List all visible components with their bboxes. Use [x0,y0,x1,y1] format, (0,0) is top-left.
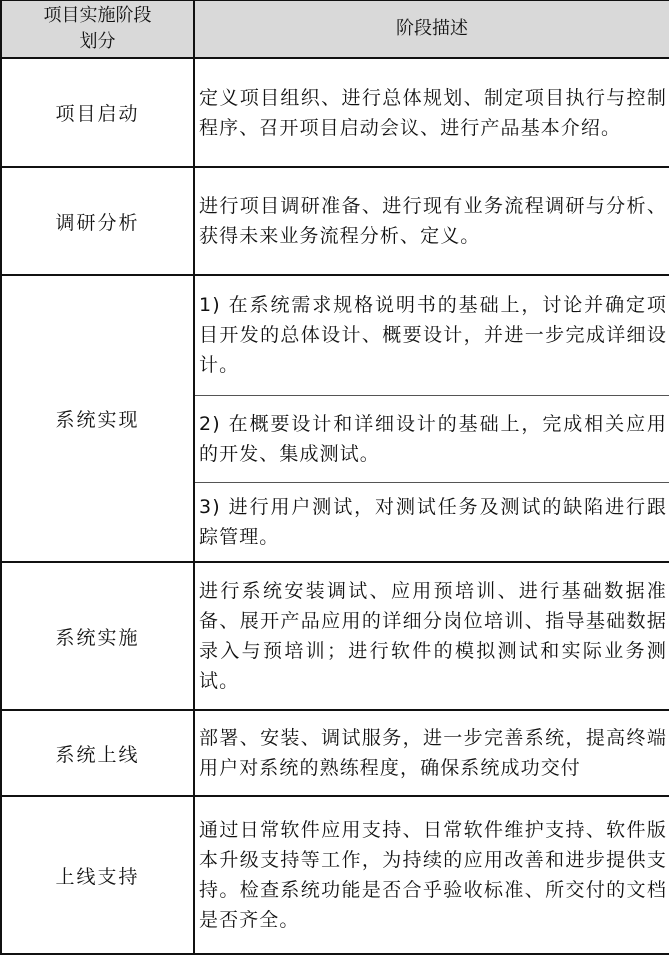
stage-description: 进行项目调研准备、进行现有业务流程调研与分析、获得未来业务流程分析、定义。 [194,167,669,275]
stage-name: 调研分析 [1,167,194,275]
stage-subitem: 2) 在概要设计和详细设计的基础上，完成相关应用的开发、集成测试。 [194,395,669,482]
stage-description: 通过日常软件应用支持、日常软件维护支持、软件版本升级支持等工作，为持续的应用改善和进步提供支持。检查系统功能是否合乎验收标准、所交付的文档是否齐全。 [194,796,669,954]
stage-description: 部署、安装、调试服务，进一步完善系统，提高终端用户对系统的熟练程度，确保系统成功交付 [194,710,669,796]
stage-name: 系统上线 [1,710,194,796]
stage-name: 系统实施 [1,562,194,710]
stage-name: 系统实现 [1,275,194,562]
stage-subitem: 1) 在系统需求规格说明书的基础上，讨论并确定项目开发的总体设计、概要设计，并进一步完成详细设计。 [194,275,669,395]
stage-description: 进行系统安装调试、应用预培训、进行基础数据准备、展开产品应用的详细分岗位培训、指导基础数据录入与预培训；进行软件的模拟测试和实际业务测试。 [194,562,669,710]
table-row [1,167,669,275]
table-row [1,796,669,954]
table-row [1,562,669,710]
stage-description: 定义项目组织、进行总体规划、制定项目执行与控制程序、召开项目启动会议、进行产品基本介绍。 [194,58,669,167]
table-row [1,58,669,167]
table-row [1,710,669,796]
header-phase [1,1,194,59]
table-header-row [1,1,669,59]
stage-name: 上线支持 [1,796,194,954]
header-phase-line2: 划分 [79,31,116,52]
table-row [1,275,669,395]
header-phase-line1: 项目实施阶段 [43,5,152,26]
header-description: 阶段描述 [194,1,669,59]
stage-name: 项目启动 [1,58,194,167]
stage-subitem: 3) 进行用户测试，对测试任务及测试的缺陷进行跟踪管理。 [194,482,669,562]
